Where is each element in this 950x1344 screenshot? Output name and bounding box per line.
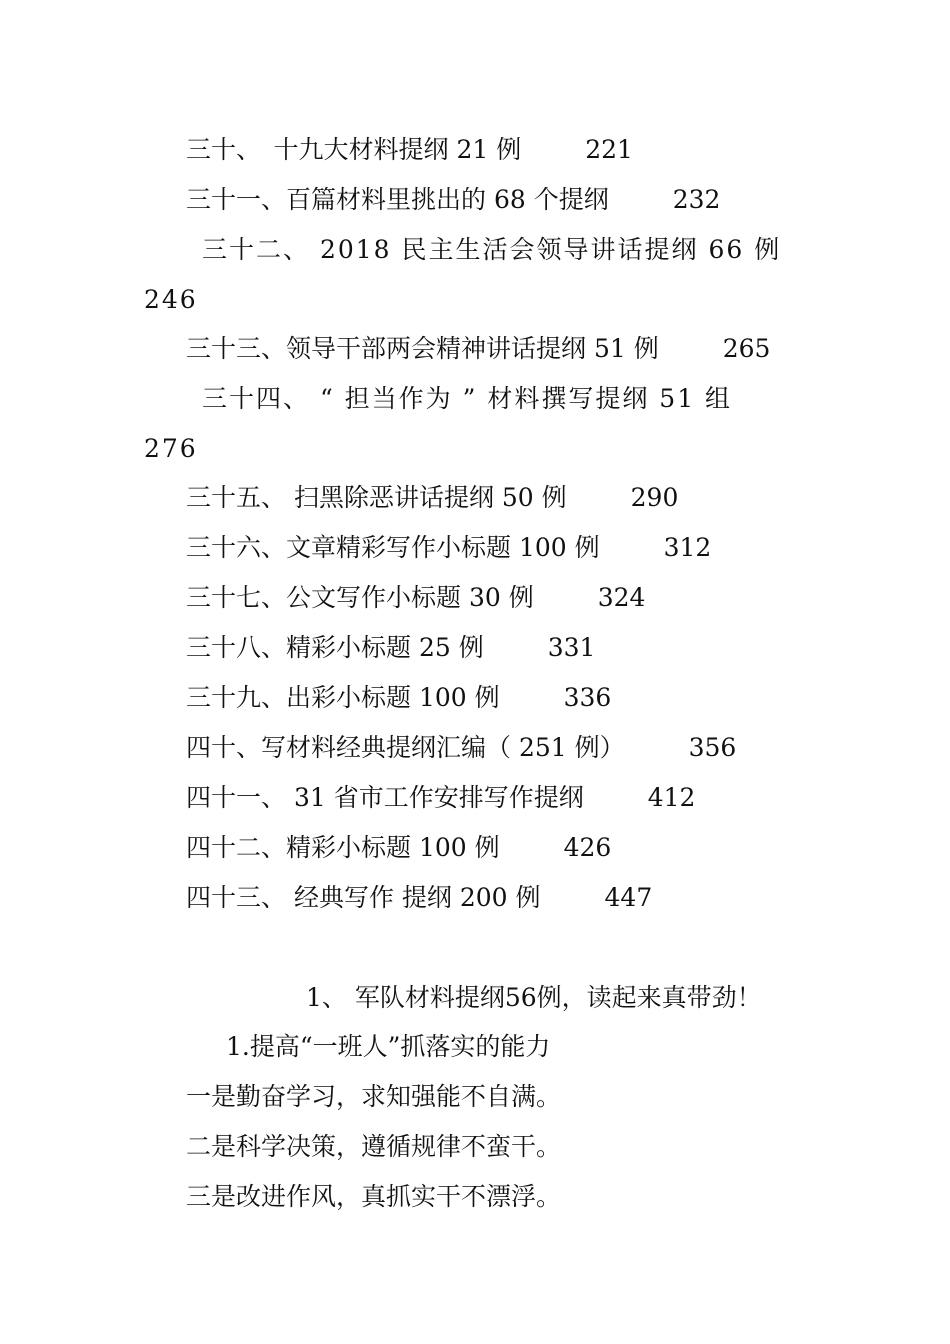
toc-entry-page: 232 bbox=[672, 185, 721, 214]
toc-entry-37[interactable] bbox=[186, 582, 645, 614]
toc-entry-page: 426 bbox=[563, 833, 612, 862]
toc-entry-40[interactable] bbox=[186, 732, 736, 764]
toc-entry-36[interactable] bbox=[186, 532, 711, 564]
toc-entry-page: 412 bbox=[647, 783, 696, 812]
body-line-1: 一是勤奋学习，求知强能不自满。 bbox=[186, 1082, 562, 1111]
toc-entry-32[interactable] bbox=[144, 225, 806, 325]
toc-entry-title: 三十六、文章精彩写作小标题 100 例 bbox=[186, 533, 600, 562]
toc-entry-page: 324 bbox=[597, 583, 646, 612]
toc-entry-33[interactable] bbox=[186, 333, 770, 365]
toc-entry-page: 336 bbox=[563, 683, 612, 712]
toc-entry-page: 447 bbox=[604, 883, 653, 912]
toc-entry-34[interactable] bbox=[144, 374, 806, 474]
toc-entry-page: 276 bbox=[144, 434, 198, 463]
toc-entry-title: 四十二、精彩小标题 100 例 bbox=[186, 833, 500, 862]
toc-entry-title: 三十二、 2018 民主生活会领导讲话提纲 66 例 bbox=[202, 235, 782, 264]
toc-entry-title: 三十八、精彩小标题 25 例 bbox=[186, 633, 484, 662]
section-heading: 1、 军队材料提纲56例，读起来真带劲！ bbox=[306, 983, 762, 1012]
toc-entry-title: 四十一、 31 省市工作安排写作提纲 bbox=[186, 783, 584, 812]
toc-entry-title: 三十七、公文写作小标题 30 例 bbox=[186, 583, 534, 612]
body-line-3: 三是改进作风，真抓实干不漂浮。 bbox=[186, 1182, 562, 1211]
toc-entry-30[interactable] bbox=[186, 134, 633, 166]
toc-entry-page: 331 bbox=[547, 633, 596, 662]
toc-entry-39[interactable] bbox=[186, 682, 611, 714]
toc-entry-page: 312 bbox=[663, 533, 712, 562]
toc-entry-title: 三十五、 扫黑除恶讲话提纲 50 例 bbox=[186, 483, 567, 512]
toc-entry-page: 246 bbox=[144, 285, 198, 314]
toc-entry-42[interactable] bbox=[186, 832, 611, 864]
toc-entry-page: 356 bbox=[688, 733, 737, 762]
toc-entry-title: 四十、写材料经典提纲汇编（ 251 例） bbox=[186, 733, 625, 762]
toc-entry-title: 四十三、 经典写作 提纲 200 例 bbox=[186, 883, 541, 912]
toc-entry-43[interactable] bbox=[186, 882, 652, 914]
toc-entry-page: 221 bbox=[585, 135, 633, 164]
body-line-2: 二是科学决策，遵循规律不蛮干。 bbox=[186, 1132, 562, 1161]
toc-entry-31[interactable] bbox=[186, 184, 720, 216]
toc-entry-38[interactable] bbox=[186, 632, 595, 664]
toc-entry-title: 三十一、百篇材料里挑出的 68 个提纲 bbox=[186, 185, 609, 214]
toc-entry-title: 三十三、领导干部两会精神讲话提纲 51 例 bbox=[186, 334, 659, 363]
toc-entry-title: 三十九、出彩小标题 100 例 bbox=[186, 683, 500, 712]
toc-entry-41[interactable] bbox=[186, 782, 695, 814]
toc-entry-title: 三十、 十九大材料提纲 21 例 bbox=[186, 135, 522, 164]
toc-entry-page: 265 bbox=[722, 334, 771, 363]
toc-entry-page: 290 bbox=[630, 483, 679, 512]
section-subheading: 1.提高“一班人”抓落实的能力 bbox=[226, 1032, 551, 1061]
toc-entry-title: 三十四、 “ 担当作为 ” 材料撰写提纲 51 组 bbox=[202, 384, 733, 413]
toc-entry-35[interactable] bbox=[186, 482, 678, 514]
